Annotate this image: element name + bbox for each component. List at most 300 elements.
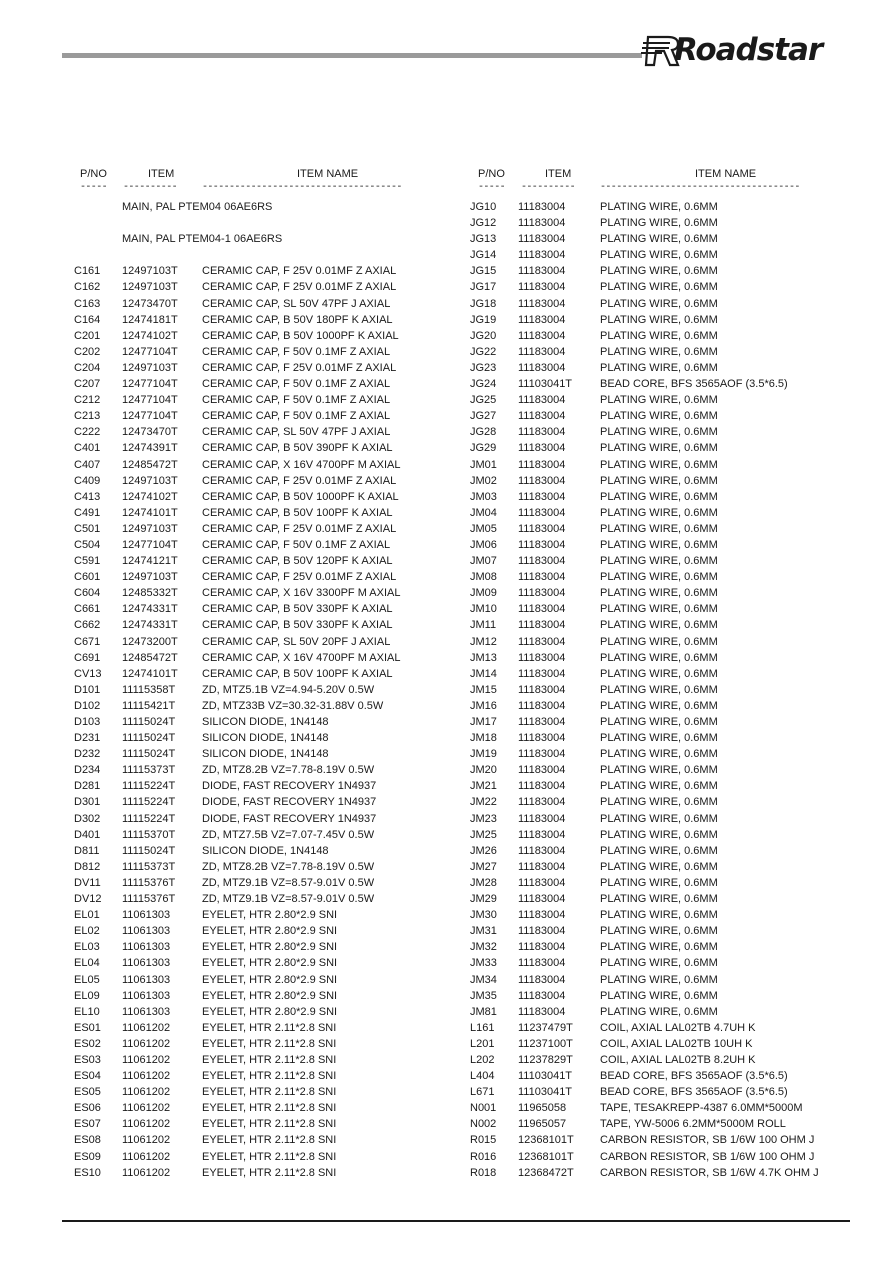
item-code: 11061202 (122, 1037, 171, 1050)
part-number: DV12 (74, 893, 102, 906)
item-name: PLATING WIRE, 0.6MM (600, 893, 718, 906)
part-number: JM12 (470, 635, 497, 648)
item-code: MAIN, PAL PTEM04-1 06AE6RS (122, 233, 283, 246)
item-code: 11183004 (518, 571, 566, 584)
item-code: 11183004 (518, 587, 566, 600)
left-header-item: ITEM (148, 168, 175, 180)
item-name: PLATING WIRE, 0.6MM (600, 876, 718, 889)
item-name: PLATING WIRE, 0.6MM (600, 732, 718, 745)
part-number: JM06 (470, 538, 497, 551)
part-number: EL03 (74, 941, 100, 954)
item-code: 11183004 (518, 1005, 566, 1018)
item-name: PLATING WIRE, 0.6MM (600, 426, 718, 439)
item-code: 11061202 (122, 1053, 171, 1066)
item-name: TAPE, YW-5006 6.2MM*5000M ROLL (600, 1118, 786, 1131)
item-code: 11115358T (122, 683, 176, 696)
part-number: D232 (74, 748, 101, 761)
item-code: 11115024T (122, 844, 176, 857)
part-number: C662 (74, 619, 101, 632)
item-name: PLATING WIRE, 0.6MM (600, 699, 718, 712)
part-number: C504 (74, 538, 101, 551)
part-number: JM27 (470, 860, 497, 873)
item-name: PLATING WIRE, 0.6MM (600, 201, 718, 213)
item-code: 11103041T (518, 1086, 573, 1099)
part-number: C671 (74, 635, 101, 648)
item-name: CARBON RESISTOR, SB 1/6W 4.7K OHM J (600, 1166, 819, 1179)
item-name: EYELET, HTR 2.80*2.9 SNI (202, 941, 338, 954)
part-number: EL09 (74, 989, 100, 1002)
table-row (0, 199, 893, 215)
item-code: 11183004 (518, 297, 566, 310)
table-row (0, 328, 893, 344)
item-code: 11115224T (122, 796, 176, 809)
part-number: JG23 (470, 361, 497, 374)
item-code: 11183004 (518, 619, 566, 632)
part-number: JG22 (470, 345, 497, 358)
item-name: PLATING WIRE, 0.6MM (600, 844, 718, 857)
part-number: C163 (74, 297, 101, 310)
item-code: 11237100T (518, 1037, 573, 1050)
item-name: EYELET, HTR 2.11*2.8 SNI (202, 1053, 337, 1066)
item-code: 11183004 (518, 909, 566, 922)
item-code: 12368472T (518, 1166, 574, 1179)
table-row (0, 601, 893, 617)
part-number: JM03 (470, 490, 497, 503)
item-code: 11061303 (122, 1005, 171, 1018)
table-row (0, 1068, 893, 1084)
item-code: 11115376T (122, 876, 176, 889)
part-number: JM23 (470, 812, 497, 825)
item-name: CERAMIC CAP, F 50V 0.1MF Z AXIAL (202, 345, 391, 358)
part-number: JG15 (470, 265, 497, 278)
item-name: PLATING WIRE, 0.6MM (600, 442, 718, 455)
item-code: 11183004 (518, 603, 566, 616)
right-header-item-name: ITEM NAME (695, 168, 757, 180)
part-number: C604 (74, 587, 101, 600)
part-number: JG13 (470, 233, 497, 246)
part-number: JM09 (470, 587, 497, 600)
item-name: PLATING WIRE, 0.6MM (600, 619, 718, 632)
table-row (0, 360, 893, 376)
item-code: 11183004 (518, 844, 566, 857)
item-name: CERAMIC CAP, SL 50V 20PF J AXIAL (202, 635, 391, 648)
item-name: CERAMIC CAP, F 25V 0.01MF Z AXIAL (202, 522, 397, 535)
item-name: EYELET, HTR 2.11*2.8 SNI (202, 1102, 337, 1115)
item-code: 12477104T (122, 410, 178, 423)
part-number: JM02 (470, 474, 497, 487)
item-name: CERAMIC CAP, X 16V 3300PF M AXIAL (202, 587, 401, 600)
part-number: C222 (74, 426, 101, 439)
part-number: ES04 (74, 1070, 101, 1083)
part-number: C207 (74, 378, 101, 391)
item-code: 12474391T (122, 442, 178, 455)
item-code: 12473200T (122, 635, 178, 648)
item-code: 11183004 (518, 201, 566, 213)
item-code: 12474102T (122, 490, 178, 503)
item-name: PLATING WIRE, 0.6MM (600, 458, 718, 471)
item-code: 11061202 (122, 1150, 171, 1163)
item-name: BEAD CORE, BFS 3565AOF (3.5*6.5) (600, 1070, 788, 1083)
part-number: D401 (74, 828, 101, 841)
table-row (0, 762, 893, 778)
part-number: JG18 (470, 297, 497, 310)
item-code: 12497103T (122, 571, 178, 584)
item-name: PLATING WIRE, 0.6MM (600, 764, 718, 777)
item-name: PLATING WIRE, 0.6MM (600, 265, 718, 278)
item-name: PLATING WIRE, 0.6MM (600, 748, 718, 761)
item-name: ZD, MTZ8.2B VZ=7.78-8.19V 0.5W (202, 860, 375, 873)
part-number: C413 (74, 490, 101, 503)
part-number: L201 (470, 1037, 495, 1050)
part-number: D234 (74, 764, 101, 777)
part-number: C591 (74, 555, 101, 568)
part-number: EL01 (74, 909, 100, 922)
item-name: PLATING WIRE, 0.6MM (600, 297, 718, 310)
brand-name: Roadstar (674, 32, 823, 68)
table-row (0, 344, 893, 360)
part-number: JG12 (470, 217, 497, 230)
table-row (0, 955, 893, 971)
item-code: 12473470T (122, 297, 178, 310)
part-number: JG27 (470, 410, 497, 423)
item-name: EYELET, HTR 2.80*2.9 SNI (202, 973, 338, 986)
part-number: JG10 (470, 201, 497, 213)
part-number: D812 (74, 860, 101, 873)
item-name: PLATING WIRE, 0.6MM (600, 860, 718, 873)
item-code: 11183004 (518, 345, 566, 358)
table-row (0, 730, 893, 746)
item-name: CERAMIC CAP, F 25V 0.01MF Z AXIAL (202, 265, 397, 278)
item-code: 12477104T (122, 538, 178, 551)
item-code: 11115373T (122, 764, 176, 777)
item-code: 11183004 (518, 474, 566, 487)
item-name: EYELET, HTR 2.80*2.9 SNI (202, 925, 338, 938)
item-code: 11965058 (518, 1102, 567, 1115)
item-name: CERAMIC CAP, X 16V 4700PF M AXIAL (202, 651, 401, 664)
item-name: PLATING WIRE, 0.6MM (600, 828, 718, 841)
table-row (0, 1052, 893, 1068)
item-name: EYELET, HTR 2.11*2.8 SNI (202, 1070, 337, 1083)
part-number: EL05 (74, 973, 100, 986)
item-name: ZD, MTZ33B VZ=30.32-31.88V 0.5W (202, 699, 384, 712)
table-row (0, 569, 893, 585)
left-header-item-name: ITEM NAME (297, 168, 359, 180)
table-row (0, 939, 893, 955)
part-number: ES10 (74, 1166, 101, 1179)
table-row (0, 843, 893, 859)
part-number: L202 (470, 1053, 495, 1066)
part-number: JM25 (470, 828, 497, 841)
item-code: 11115024T (122, 748, 176, 761)
left-dash-item: ---------- (123, 182, 178, 193)
part-number: ES07 (74, 1118, 101, 1131)
part-number: C212 (74, 394, 101, 407)
part-number: JM01 (470, 458, 497, 471)
part-number: D811 (74, 844, 100, 857)
part-number: EL04 (74, 957, 100, 970)
item-name: SILICON DIODE, 1N4148 (202, 732, 329, 745)
part-number: C204 (74, 361, 101, 374)
item-name: BEAD CORE, BFS 3565AOF (3.5*6.5) (600, 1086, 788, 1099)
part-number: DV11 (74, 876, 101, 889)
item-code: MAIN, PAL PTEM04 06AE6RS (122, 201, 273, 213)
table-row (0, 263, 893, 279)
item-name: TAPE, TESAKREPP-4387 6.0MM*5000M (600, 1102, 803, 1115)
item-code: 11183004 (518, 426, 566, 439)
part-number: D281 (74, 780, 101, 793)
table-row (0, 617, 893, 633)
item-name: PLATING WIRE, 0.6MM (600, 490, 718, 503)
part-number: JM14 (470, 667, 497, 680)
part-number: C201 (74, 329, 101, 342)
item-name: COIL, AXIAL LAL02TB 4.7UH K (600, 1021, 756, 1034)
table-row (0, 666, 893, 682)
part-number: JM05 (470, 522, 497, 535)
left-header-pno: P/NO (80, 168, 107, 180)
header-rule (62, 53, 642, 58)
part-number: JG20 (470, 329, 497, 342)
item-code: 11061202 (122, 1102, 171, 1115)
item-code: 11061202 (122, 1118, 171, 1131)
item-name: DIODE, FAST RECOVERY 1N4937 (202, 780, 377, 793)
item-code: 11183004 (518, 828, 566, 841)
table-row (0, 714, 893, 730)
item-name: CERAMIC CAP, SL 50V 47PF J AXIAL (202, 426, 391, 439)
item-code: 11183004 (518, 394, 566, 407)
item-code: 11183004 (518, 490, 566, 503)
part-number: R018 (470, 1166, 497, 1179)
item-code: 12474101T (122, 667, 178, 680)
item-code: 11183004 (518, 329, 566, 342)
table-row (0, 634, 893, 650)
item-code: 12474101T (122, 506, 178, 519)
item-code: 11183004 (518, 217, 566, 230)
item-code: 11115376T (122, 893, 176, 906)
item-name: PLATING WIRE, 0.6MM (600, 281, 718, 294)
table-row (0, 537, 893, 553)
table-row (0, 827, 893, 843)
table-row (0, 553, 893, 569)
table-row (0, 521, 893, 537)
item-code: 11237829T (518, 1053, 573, 1066)
table-row (0, 746, 893, 762)
table-row (0, 1084, 893, 1100)
part-number: EL10 (74, 1005, 100, 1018)
item-code: 11061202 (122, 1070, 171, 1083)
item-name: PLATING WIRE, 0.6MM (600, 538, 718, 551)
part-number: JM33 (470, 957, 497, 970)
item-name: CERAMIC CAP, F 25V 0.01MF Z AXIAL (202, 571, 397, 584)
item-code: 12474331T (122, 619, 178, 632)
item-name: PLATING WIRE, 0.6MM (600, 909, 718, 922)
item-code: 11183004 (518, 973, 566, 986)
item-code: 11183004 (518, 716, 566, 728)
item-name: CERAMIC CAP, B 50V 1000PF K AXIAL (202, 490, 399, 503)
table-row (0, 215, 893, 231)
part-number: JM35 (470, 989, 497, 1002)
item-code: 12474181T (122, 313, 178, 326)
item-name: COIL, AXIAL LAL02TB 8.2UH K (600, 1053, 756, 1066)
item-name: DIODE, FAST RECOVERY 1N4937 (202, 796, 377, 809)
item-name: EYELET, HTR 2.11*2.8 SNI (202, 1166, 337, 1179)
part-number: R016 (470, 1150, 497, 1163)
table-row (0, 279, 893, 295)
item-name: CARBON RESISTOR, SB 1/6W 100 OHM J (600, 1150, 815, 1163)
part-number: JM32 (470, 941, 497, 954)
item-name: PLATING WIRE, 0.6MM (600, 410, 718, 423)
item-name: CERAMIC CAP, B 50V 390PF K AXIAL (202, 442, 393, 455)
item-code: 11061303 (122, 909, 171, 922)
table-row (0, 489, 893, 505)
item-name: PLATING WIRE, 0.6MM (600, 925, 718, 938)
table-row (0, 312, 893, 328)
item-code: 12477104T (122, 345, 178, 358)
brand-logo (640, 30, 850, 72)
item-code: 11183004 (518, 281, 566, 294)
part-number: L671 (470, 1086, 495, 1099)
item-code: 12497103T (122, 265, 178, 278)
item-name: PLATING WIRE, 0.6MM (600, 394, 718, 407)
table-row (0, 794, 893, 810)
item-code: 12368101T (518, 1134, 574, 1147)
item-name: PLATING WIRE, 0.6MM (600, 683, 718, 696)
item-name: PLATING WIRE, 0.6MM (600, 989, 718, 1002)
part-number: D103 (74, 716, 101, 728)
item-name: PLATING WIRE, 0.6MM (600, 941, 718, 954)
part-number: ES05 (74, 1086, 101, 1099)
part-number: JM17 (470, 716, 497, 728)
part-number: JM18 (470, 732, 497, 745)
item-code: 11061303 (122, 957, 171, 970)
part-number: L404 (470, 1070, 495, 1083)
item-code: 11965057 (518, 1118, 567, 1131)
item-code: 11183004 (518, 941, 566, 954)
part-number: C409 (74, 474, 101, 487)
part-number: JG19 (470, 313, 497, 326)
item-name: CERAMIC CAP, F 50V 0.1MF Z AXIAL (202, 378, 391, 391)
item-code: 11183004 (518, 812, 566, 825)
item-code: 11183004 (518, 538, 566, 551)
item-code: 11183004 (518, 957, 566, 970)
item-name: PLATING WIRE, 0.6MM (600, 361, 718, 374)
table-row (0, 923, 893, 939)
table-row (0, 1165, 893, 1181)
part-number: JM29 (470, 893, 497, 906)
part-number: C202 (74, 345, 101, 358)
item-code: 11103041T (518, 378, 573, 391)
table-row (0, 231, 893, 247)
item-name: EYELET, HTR 2.11*2.8 SNI (202, 1118, 337, 1131)
part-number: C161 (74, 265, 101, 278)
item-name: CERAMIC CAP, SL 50V 47PF J AXIAL (202, 297, 391, 310)
table-row (0, 392, 893, 408)
table-row (0, 650, 893, 666)
item-name: EYELET, HTR 2.80*2.9 SNI (202, 989, 338, 1002)
item-code: 12474121T (122, 555, 178, 568)
part-number: D302 (74, 812, 101, 825)
item-code: 11115373T (122, 860, 176, 873)
item-name: CERAMIC CAP, F 50V 0.1MF Z AXIAL (202, 394, 391, 407)
item-code: 12497103T (122, 522, 178, 535)
item-code: 11183004 (518, 699, 566, 712)
item-name: ZD, MTZ5.1B VZ=4.94-5.20V 0.5W (202, 683, 375, 696)
part-number: JM19 (470, 748, 497, 761)
item-name: EYELET, HTR 2.11*2.8 SNI (202, 1134, 337, 1147)
item-name: PLATING WIRE, 0.6MM (600, 249, 718, 262)
item-name: EYELET, HTR 2.80*2.9 SNI (202, 909, 338, 922)
item-name: PLATING WIRE, 0.6MM (600, 651, 718, 664)
item-code: 11061202 (122, 1134, 171, 1147)
part-number: JM21 (470, 780, 497, 793)
part-number: JG25 (470, 394, 497, 407)
item-name: PLATING WIRE, 0.6MM (600, 587, 718, 600)
table-row (0, 585, 893, 601)
item-code: 12497103T (122, 474, 178, 487)
item-name: PLATING WIRE, 0.6MM (600, 812, 718, 825)
item-code: 12473470T (122, 426, 178, 439)
item-code: 11183004 (518, 313, 566, 326)
table-row (0, 505, 893, 521)
table-row (0, 473, 893, 489)
right-dash-item: ---------- (521, 182, 576, 193)
table-row (0, 891, 893, 907)
item-code: 11061202 (122, 1086, 171, 1099)
item-code: 12485472T (122, 651, 178, 664)
table-row (0, 972, 893, 988)
table-row (0, 698, 893, 714)
table-row (0, 778, 893, 794)
table-row (0, 988, 893, 1004)
part-number: R015 (470, 1134, 497, 1147)
item-code: 11183004 (518, 780, 566, 793)
item-name: EYELET, HTR 2.11*2.8 SNI (202, 1150, 337, 1163)
part-number: JM11 (470, 619, 497, 632)
item-name: PLATING WIRE, 0.6MM (600, 973, 718, 986)
item-code: 12477104T (122, 378, 178, 391)
part-number: JG29 (470, 442, 497, 455)
item-name: CERAMIC CAP, B 50V 120PF K AXIAL (202, 555, 393, 568)
part-number: JM26 (470, 844, 497, 857)
item-code: 11115224T (122, 780, 176, 793)
item-code: 11183004 (518, 361, 566, 374)
item-code: 11183004 (518, 683, 566, 696)
item-name: EYELET, HTR 2.11*2.8 SNI (202, 1086, 337, 1099)
part-number: JM81 (470, 1005, 497, 1018)
item-code: 11183004 (518, 410, 566, 423)
item-code: 11183004 (518, 522, 566, 535)
part-number: CV13 (74, 667, 102, 680)
item-name: PLATING WIRE, 0.6MM (600, 796, 718, 809)
item-code: 11115224T (122, 812, 176, 825)
table-row (0, 1100, 893, 1116)
item-code: 11183004 (518, 506, 566, 519)
part-number: JM07 (470, 555, 497, 568)
item-name: PLATING WIRE, 0.6MM (600, 506, 718, 519)
part-number: C661 (74, 603, 101, 616)
item-name: PLATING WIRE, 0.6MM (600, 474, 718, 487)
item-code: 11103041T (518, 1070, 573, 1083)
item-name: CERAMIC CAP, X 16V 4700PF M AXIAL (202, 458, 401, 471)
part-number: JM34 (470, 973, 497, 986)
part-number: JM31 (470, 925, 497, 938)
part-number: C407 (74, 458, 101, 471)
item-name: PLATING WIRE, 0.6MM (600, 780, 718, 793)
item-code: 11183004 (518, 667, 566, 680)
item-code: 12477104T (122, 394, 178, 407)
table-row (0, 1020, 893, 1036)
part-number: JM30 (470, 909, 497, 922)
item-name: PLATING WIRE, 0.6MM (600, 716, 718, 728)
